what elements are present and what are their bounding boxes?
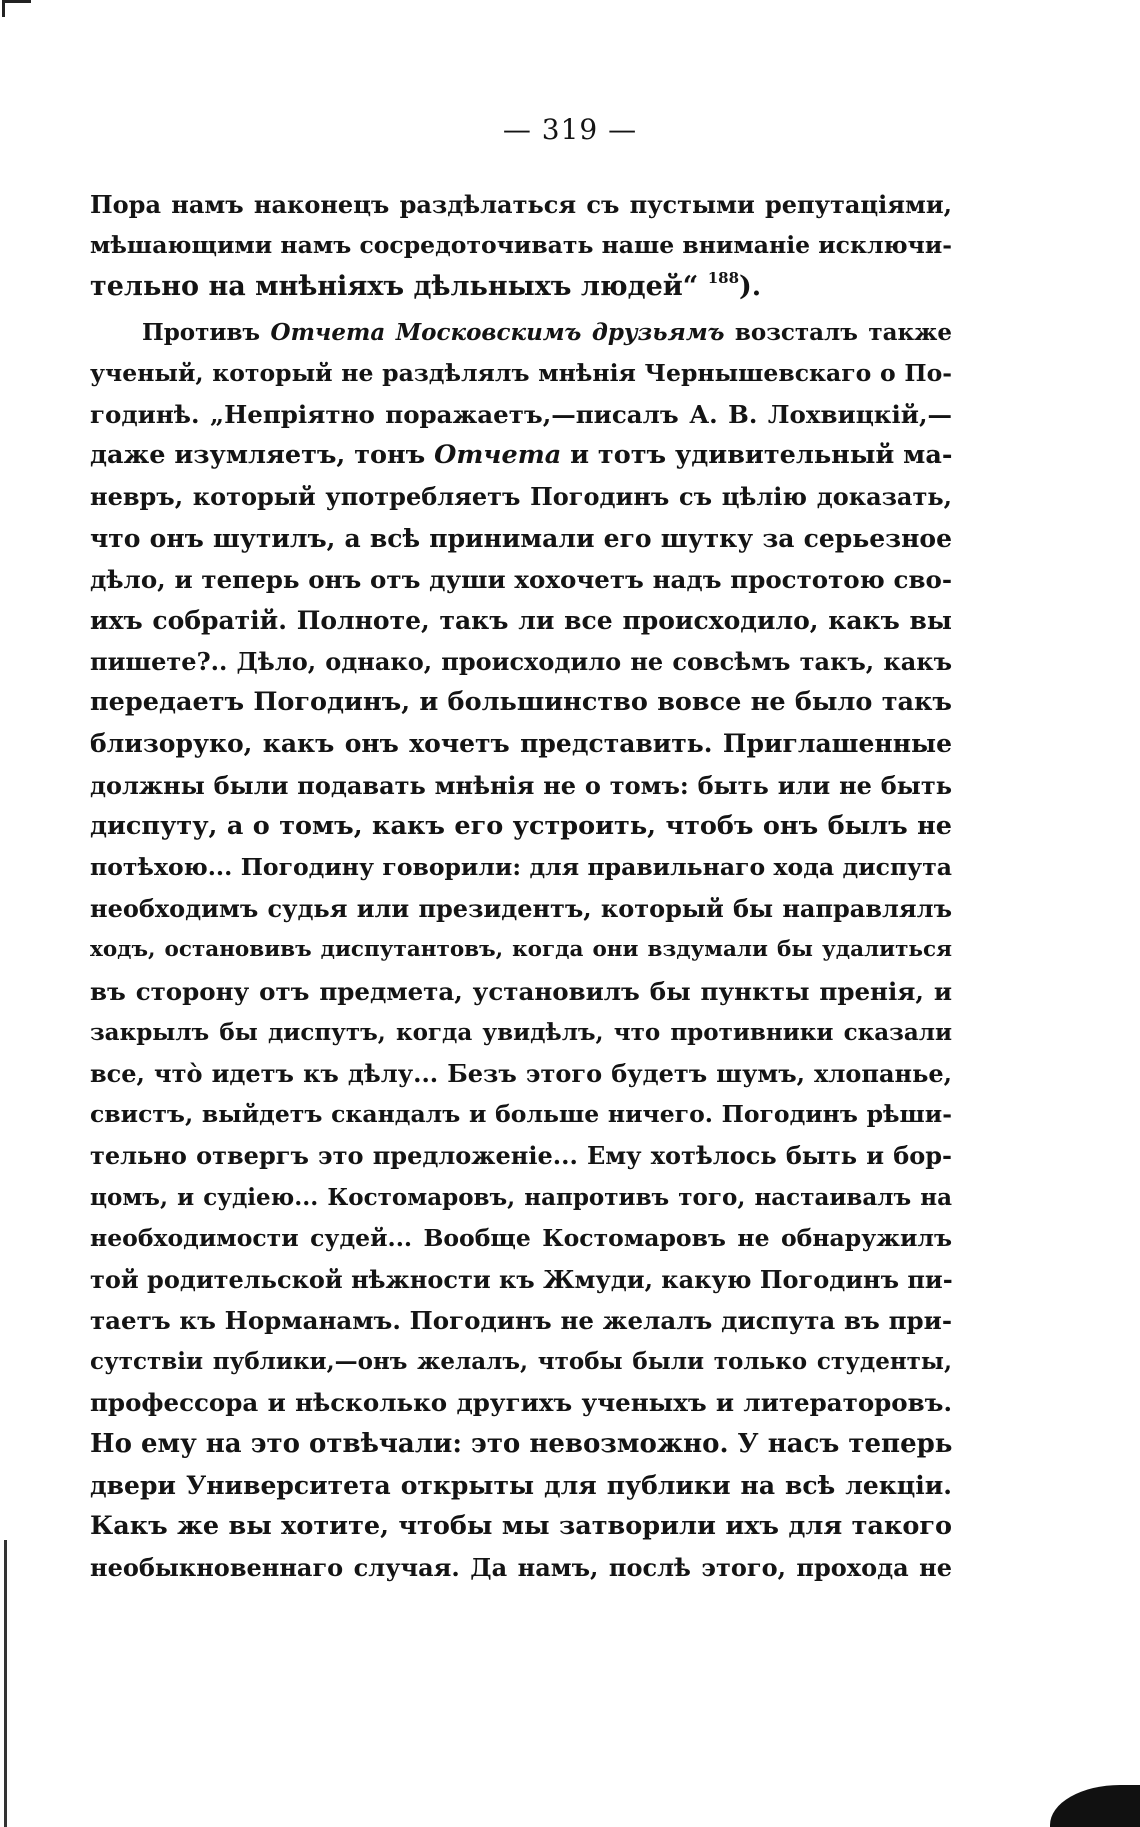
text-line [90,266,952,307]
text-segment: ). [739,271,762,303]
text-line: той родительской нѣжности къ Жмуди, какую Погодинъ пи- [90,1264,953,1294]
text-line: необходимъ судья или президентъ, который бы направлялъ [90,894,952,924]
text-line: свистъ, выйдетъ скандалъ и больше ничего. Погодинъ рѣши- [90,1100,952,1129]
scan-edge-line [4,1540,7,1827]
text-line: пишете?.. Дѣло, однако, происходило не совсѣмъ такъ, какъ [90,647,952,677]
italic-title: Отчета [434,440,562,471]
text-line: должны были подавать мнѣнія не о томъ: быть или не быть [90,770,952,800]
text-line: необыкновеннаго случая. Да намъ, послѣ этого, прохода не [90,1553,952,1583]
text-line: ихъ собратій. Полноте, такъ ли все происходило, какъ вы [90,605,952,635]
text-line: ученый, который не раздѣлялъ мнѣнія Чернышевскаго о По- [90,358,952,387]
text-line: невръ, который употребляетъ Погодинъ съ цѣлію доказать, [90,482,952,512]
text-line: Пора намъ наконецъ раздѣлаться съ пустыми репутаціями, [90,190,952,219]
text-line: сутствіи публики,—онъ желалъ, чтобы были только студенты, [90,1348,952,1376]
page-number: — 319 — [502,113,638,146]
scan-smudge [1050,1785,1140,1827]
text-line: все, что̀ идетъ къ дѣлу... Безъ этого будетъ шумъ, хлопанье, [90,1058,952,1088]
text-line: двери Университета открыты для публики на всѣ лекціи. [90,1470,952,1500]
text-line: ходъ, остановивъ диспутантовъ, когда они вздумали бы удалиться [90,937,952,963]
text-line: диспуту, а о томъ, какъ его устроить, чтобъ онъ былъ не [90,810,952,841]
text-line: цомъ, и судіею... Костомаровъ, напротивъ того, настаивалъ на [90,1183,952,1211]
text-line: закрылъ бы диспутъ, когда увидѣлъ, что противники сказали [90,1018,952,1046]
text-segment: тельно на мнѣніяхъ дѣльныхъ людей“ [90,271,699,303]
text-segment: даже изумляетъ, тонъ [90,440,435,471]
text-segment: Противъ [142,318,271,346]
text-line: мѣшающими намъ сосредоточивать наше вниманіе исключи- [90,231,953,260]
text-line: годинѣ. „Непріятно поражаетъ,—писалъ А. В. Лохвицкій,— [90,399,952,429]
text-line: Но ему на это отвѣчали: это невозможно. У насъ теперь [90,1428,953,1459]
text-line: профессора и нѣсколько другихъ ученыхъ и литераторовъ. [90,1388,952,1418]
text-line: необходимости судей... Вообще Костомаровъ не обнаружилъ [90,1223,952,1252]
text-line: передаетъ Погодинъ, и большинство вовсе не было такъ [90,687,952,718]
text-line: Какъ же вы хотите, чтобы мы затворили ихъ для такого [90,1511,952,1541]
text-line: дѣло, и теперь онъ отъ души хохочетъ надъ простотою сво- [90,564,952,594]
italic-title: Отчета Московскимъ друзьямъ [270,318,725,346]
text-line [90,312,952,353]
text-line: потѣхою... Погодину говорили: для правильнаго хода диспута [90,853,952,881]
text-line: тельно отвергъ это предложеніе... Ему хотѣлось быть и бор- [90,1141,952,1171]
text-line [90,435,952,476]
text-segment: возсталъ также [724,318,952,346]
text-line: въ сторону отъ предмета, установилъ бы пункты пренія, и [90,976,952,1006]
text-line: что онъ шутилъ, а всѣ принимали его шутку за серьезное [90,523,952,553]
body-text [90,184,952,1588]
text-line: таетъ къ Норманамъ. Погодинъ не желалъ диспута въ при- [90,1306,952,1336]
scan-corner-mark [2,0,31,17]
text-segment: и тотъ удивительный ма- [561,440,953,471]
footnote-reference: 188 [707,269,740,288]
text-line: близоруко, какъ онъ хочетъ представить. Приглашенные [90,729,952,759]
